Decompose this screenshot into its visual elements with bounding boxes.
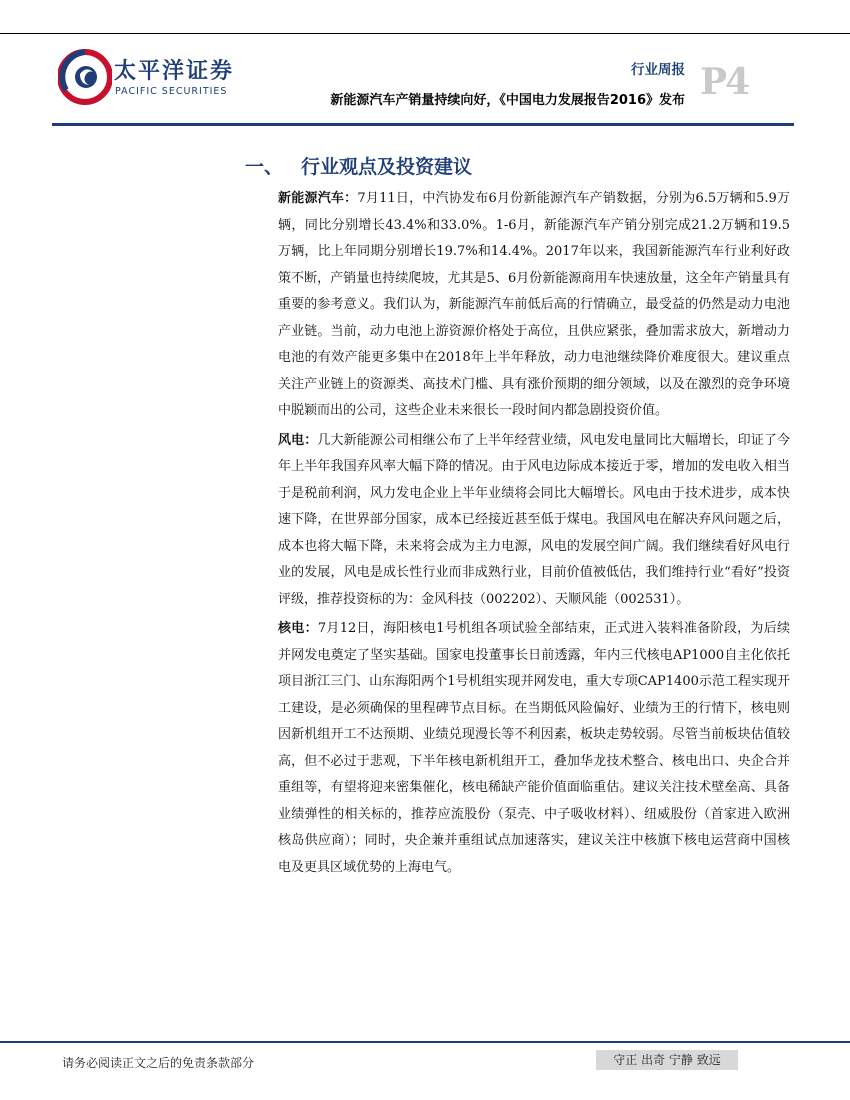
paragraph-text: 7月11日，中汽协发布6月份新能源汽车产销数据，分别为6.5万辆和5.9万辆，同比分别增长43.4%和33.0%。1-6月，新能源汽车产销分别完成21.2万辆和19.5万辆，比上年同期分别增长19.7%和14.4%。2017年以来，我国新能源汽车行业利好政策不断，产销量也持续爬坡，尤其是5、6月份新能源商用车快速放量，这全年产销量具有重要的参考意义。我们认为，新能源汽车前低后高的行情确立，最受益的仍然是动力电池产业链。当前，动力电池上游资源价格处于高位，且供应紧张，叠加需求放大，新增动力电池的有效产能更多集中在2018年上半年释放，动力电池继续降价难度很大。建议重点关注产业链上的资源类、高技术门槛、具有涨价预期的细分领域，以及在激烈的竞争环境中脱颖而出的公司，这些企业未来很长一段时间内都急剧投资价值。 [278,191,790,418]
logo-name-en: PACIFIC SECURITIES [115,86,228,97]
report-title: 新能源汽车产销量持续向好，《中国电力发展报告2016》发布 [330,93,685,108]
paragraph-lead: 风电： [278,432,318,448]
logo-name-cn: 太平洋证券 [114,59,235,84]
footer-motto: 守正 出奇 宁静 致远 [596,1050,738,1070]
top-rule [0,33,850,34]
paragraph-lead: 新能源汽车： [278,191,358,206]
section-title: 行业观点及投资建议 [301,156,473,178]
header-rule [52,123,794,126]
paragraph-nuclear-power [278,616,790,881]
report-body [278,186,790,884]
page-number: P4 [700,61,749,103]
paragraph-new-energy-vehicles [278,186,790,425]
section-heading [245,152,472,179]
paragraph-wind-power [278,428,790,614]
footer-disclaimer: 请务必阅读正文之后的免责条款部分 [62,1056,255,1070]
paragraph-text: 几大新能源公司相继公布了上半年经营业绩，风电发电量同比大幅增长，印证了今年上半年我国弃风率大幅下降的情况。由于风电边际成本接近于零，增加的发电收入相当于是税前利润，风力发电企业上半年业绩将会同比大幅增长。风电由于技术进步，成本快速下降，在世界部分国家，成本已经接近甚至低于煤电。我国风电在解决弃风问题之后，成本也将大幅下降，未来将会成为主力电源，风电的发展空间广阔。我们继续看好风电行业的发展，风电是成长性行业而非成熟行业，目前价值被低估，我们维持行业“看好”投资评级，推荐投资标的为：金风科技（002202）、天顺风能（002531）。 [278,432,790,607]
pacific-securities-logo-icon [58,46,112,108]
report-type: 行业周报 [631,62,685,78]
section-number: 一、 [245,156,284,178]
paragraph-text: 7月12日，海阳核电1号机组各项试验全部结束，正式进入装料准备阶段，为后续并网发电奠定了坚实基础。国家电投董事长日前透露，年内三代核电AP1000自主化依托项目浙江三门、山东海阳两个1号机组实现并网发电，重大专项CAP1400示范工程实现开工建设，是必须确保的里程碑节点目标。在当期低风险偏好、业绩为王的行情下，核电则因新机组开工不达预期、业绩兑现漫长等不利因素，板块走势较弱。尽管当前板块估值较高，但不必过于悲观，下半年核电新机组开工，叠加华龙技术整合、核电出口、央企合并重组等，有望将迎来密集催化，核电稀缺产能价值面临重估。建议关注技术壁垒高、具备业绩弹性的相关标的，推荐应流股份（泵壳、中子吸收材料）、纽威股份（首家进入欧洲核岛供应商）；同时，央企兼并重组试点加速落实，建议关注中核旗下核电运营商中国核电及更具区域优势的上海电气。 [278,621,790,875]
paragraph-lead: 核电： [278,621,318,636]
footer-rule [0,1041,850,1043]
